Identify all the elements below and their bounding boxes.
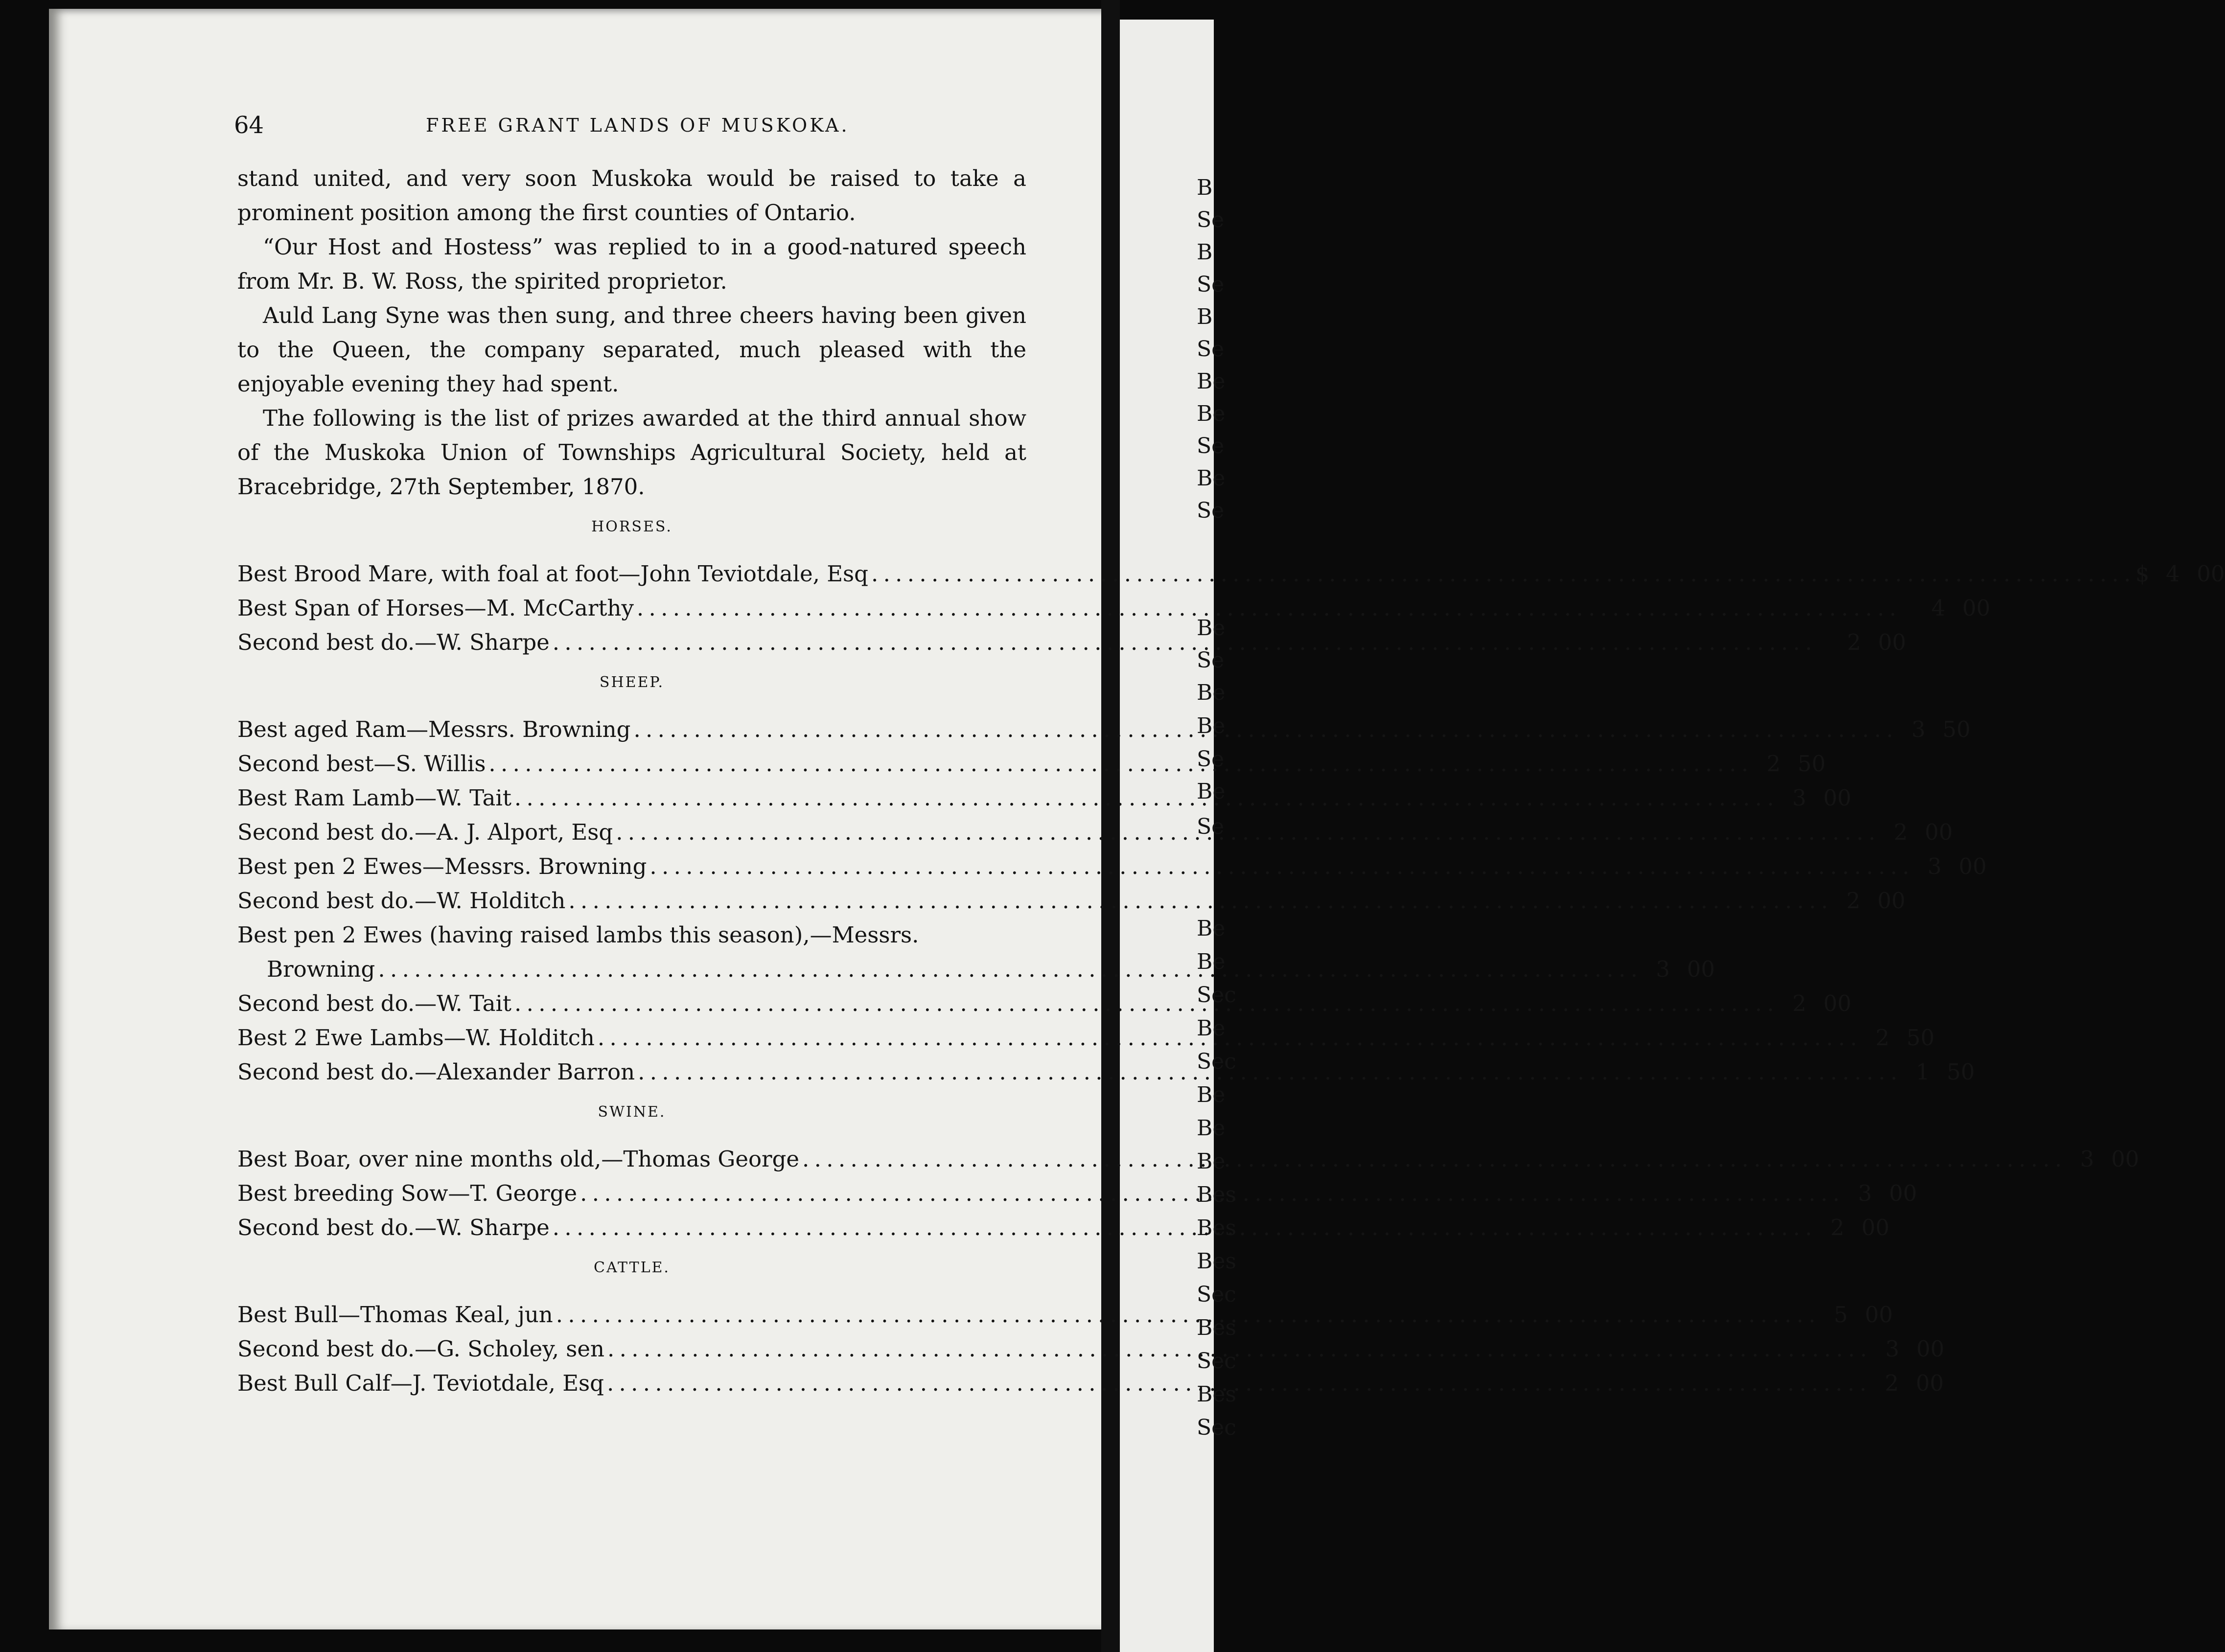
- prize-row: [237, 1176, 1917, 1211]
- prize-dollars: 2: [1792, 990, 1807, 1016]
- paragraph: stand united, and very soon Muskoka would be raised to take a prominent position among the first counties of Ontario.: [237, 165, 1026, 226]
- facing-page-fragment: Be: [1197, 949, 1226, 974]
- prize-entry: Best pen 2 Ewes (having raised lambs this season),—Messrs.: [237, 922, 919, 948]
- facing-page-fragment: Sec: [1197, 1282, 1236, 1307]
- prize-cents: 50: [1797, 751, 1826, 777]
- facing-page-fragment: B: [1197, 304, 1213, 329]
- facing-page-fragment: Be: [1197, 369, 1226, 394]
- dot-leader: [616, 815, 1875, 849]
- prize-cents: 00: [1916, 1370, 1944, 1396]
- paragraph: “Our Host and Hostess” was replied to in a good-natured speech from Mr. B. W. Ross, the spirited proprietor.: [237, 234, 1026, 294]
- prize-row: [237, 1298, 1893, 1332]
- prize-dollars: 2: [1846, 888, 1860, 914]
- prize-row: [237, 1055, 1975, 1089]
- prize-dollars: 3: [1656, 956, 1670, 982]
- prize-row: [237, 1332, 1945, 1366]
- facing-page-fragment: Be: [1197, 713, 1226, 738]
- dot-leader: [871, 557, 2130, 591]
- dot-leader: [637, 591, 1896, 625]
- facing-page-fragment: Bes: [1197, 1382, 1236, 1407]
- prize-cents: 00: [1878, 629, 1906, 655]
- prize-row: [237, 781, 1852, 815]
- facing-page-fragment: Be: [1197, 466, 1226, 491]
- facing-page-fragment: Sec: [1197, 1415, 1236, 1440]
- facing-page-fragment: Be: [1197, 779, 1226, 804]
- dot-leader: [568, 884, 1827, 918]
- prize-cents: 50: [1947, 1059, 1975, 1085]
- facing-page-fragment: Se: [1197, 434, 1225, 459]
- facing-page-fragment: B: [1197, 240, 1213, 265]
- facing-page-fragment: Be: [1197, 1082, 1226, 1107]
- section-title-cattle: CATTLE.: [594, 1259, 670, 1276]
- facing-page-fragment: Bes: [1197, 1249, 1236, 1274]
- paragraph: Auld Lang Syne was then sung, and three cheers having been given to the Queen, the company separated, much pleased with the enjoyable evening they had spent.: [237, 302, 1026, 397]
- prize-dollars: 3: [1885, 1336, 1900, 1362]
- dot-leader: [553, 625, 1811, 660]
- prize-entry: Best Bull Calf—J. Teviotdale, Esq: [237, 1370, 604, 1396]
- facing-page-fragment: B: [1197, 175, 1213, 200]
- prize-cents: 00: [1877, 888, 1905, 914]
- prize-entry: Best Bull—Thomas Keal, jun: [237, 1302, 553, 1328]
- facing-page-fragment: Se: [1197, 272, 1225, 297]
- prize-row: [237, 591, 1991, 625]
- prize-dollars: 3: [2080, 1146, 2094, 1172]
- prize-entry: Best pen 2 Ewes—Messrs. Browning: [237, 853, 647, 879]
- facing-page-fragment: Be: [1197, 1016, 1226, 1041]
- prize-entry: Second best do.—Alexander Barron: [237, 1059, 635, 1085]
- section-title-sheep: SHEEP.: [599, 674, 665, 691]
- facing-page-fragment: Be: [1197, 616, 1226, 641]
- dot-leader: [607, 1332, 1866, 1366]
- dot-leader: [638, 1055, 1897, 1089]
- prize-cents: 00: [1916, 1336, 1945, 1362]
- prize-row: [237, 1021, 1935, 1055]
- prize-dollars: 3: [1792, 785, 1807, 811]
- prize-entry: Best Boar, over nine months old,—Thomas George: [237, 1146, 800, 1172]
- page-header: [0, 112, 1214, 141]
- paragraph: The following is the list of prizes awarded at the third annual show of the Muskoka Union of Townships Agricultural Society, held at Bracebridge, 27th September, 1870.: [237, 405, 1026, 500]
- prize-row: [237, 1211, 1890, 1245]
- prize-dollars: 2: [1884, 1370, 1899, 1396]
- prize-row: [237, 747, 1826, 781]
- facing-page-fragment: Be: [1197, 916, 1226, 941]
- facing-page-fragment: Bes: [1197, 1216, 1236, 1240]
- prize-dollars: 2: [1830, 1215, 1845, 1240]
- prize-entry: Best breeding Sow—T. George: [237, 1180, 578, 1206]
- prize-cents: 00: [1865, 1302, 1893, 1328]
- prize-dollars: 3: [1927, 853, 1942, 879]
- dot-leader: [378, 949, 1637, 987]
- prize-dollars: 4: [2165, 561, 2180, 587]
- prize-entry: Best Span of Horses—M. McCarthy: [237, 595, 634, 621]
- prize-dollars: 2: [1894, 819, 1908, 845]
- prize-row: [237, 557, 2225, 591]
- facing-page-fragment: Se: [1197, 648, 1225, 673]
- dot-leader: [802, 1142, 2061, 1176]
- running-title: FREE GRANT LANDS OF MUSKOKA.: [426, 115, 850, 136]
- prize-entry: Second best do.—W. Sharpe: [237, 1215, 550, 1240]
- dot-leader: [556, 1298, 1815, 1332]
- page-body: [237, 161, 2225, 1400]
- prize-cents: 50: [1942, 716, 1971, 742]
- prize-entry: Second best do.—W. Tait: [237, 990, 511, 1016]
- prize-entry: Best aged Ram—Messrs. Browning: [237, 716, 631, 742]
- prize-dollars: 4: [1931, 595, 1946, 621]
- facing-page-fragment: Se: [1197, 498, 1225, 523]
- prize-cents: 00: [1924, 819, 1953, 845]
- facing-page-fragment: Be: [1197, 401, 1226, 426]
- prize-cents: 00: [1687, 956, 1715, 982]
- currency-symbol: $: [2135, 561, 2150, 587]
- facing-page-fragment: Se: [1197, 747, 1225, 772]
- prize-entry: Second best do.—A. J. Alport, Esq: [237, 819, 613, 845]
- prize-dollars: 5: [1833, 1302, 1848, 1328]
- dot-leader: [553, 1211, 1811, 1245]
- page-number: 64: [234, 112, 264, 139]
- prize-row: [237, 712, 1971, 747]
- prize-row: [237, 815, 1953, 849]
- prize-entry: Best 2 Ewe Lambs—W. Holditch: [237, 1025, 595, 1051]
- dot-leader: [633, 712, 1892, 747]
- prize-entry: Best Brood Mare, with foal at foot—John Teviotdale, Esq: [237, 561, 868, 587]
- dot-leader: [514, 983, 1773, 1021]
- prize-cents: 00: [1889, 1180, 1917, 1206]
- facing-page-fragment: Be: [1197, 1149, 1226, 1174]
- facing-page-fragment: Sec: [1197, 1349, 1236, 1374]
- facing-page-fragment: Se: [1197, 814, 1225, 839]
- prize-cents: 00: [1958, 853, 1987, 879]
- prize-entry: Second best do.—W. Holditch: [237, 888, 566, 914]
- facing-page-fragment: Sec: [1197, 983, 1236, 1008]
- prize-entry: Second best do.—G. Scholey, sen: [237, 1336, 605, 1362]
- prize-row: [237, 884, 1905, 918]
- prize-entry: Second best—S. Willis: [237, 751, 486, 777]
- prize-dollars: 3: [1911, 716, 1926, 742]
- prize-cents: 50: [1906, 1025, 1935, 1051]
- dot-leader: [649, 849, 1908, 884]
- facing-page-fragment: Be: [1197, 680, 1226, 705]
- dot-leader: [514, 781, 1773, 815]
- prize-cents: 00: [2111, 1146, 2139, 1172]
- prize-entry: Best Ram Lamb—W. Tait: [237, 785, 511, 811]
- prize-row: [237, 1366, 1944, 1400]
- facing-page-fragment: Se: [1197, 337, 1225, 362]
- section-title-horses: HORSES.: [591, 518, 672, 535]
- prize-dollars: 2: [1847, 629, 1861, 655]
- prize-entry-continuation: Browning: [267, 956, 375, 982]
- prize-cents: 00: [1823, 785, 1852, 811]
- dot-leader: [488, 747, 1747, 781]
- prize-cents: 00: [1962, 595, 1991, 621]
- prize-row: [237, 625, 1906, 660]
- prize-row: [237, 849, 1987, 884]
- prize-row: [237, 987, 1852, 1021]
- facing-page-fragment: Be: [1197, 1116, 1226, 1141]
- prize-cents: 00: [1823, 990, 1852, 1016]
- facing-page-fragment: Bes: [1197, 1182, 1236, 1207]
- prize-cents: 00: [2197, 561, 2225, 587]
- facing-page-fragment: Sec: [1197, 1049, 1236, 1074]
- prize-row: [237, 1142, 2139, 1176]
- prize-dollars: 3: [1858, 1180, 1872, 1206]
- prize-entry: Second best do.—W. Sharpe: [237, 629, 550, 655]
- prize-dollars: 2: [1766, 751, 1781, 777]
- facing-page-fragment: Se: [1197, 207, 1225, 232]
- section-title-swine: SWINE.: [598, 1103, 666, 1121]
- prize-cents: 00: [1861, 1215, 1890, 1240]
- prize-dollars: 2: [1875, 1025, 1890, 1051]
- prize-dollars: 1: [1916, 1059, 1930, 1085]
- facing-page-fragment: Bes: [1197, 1315, 1236, 1340]
